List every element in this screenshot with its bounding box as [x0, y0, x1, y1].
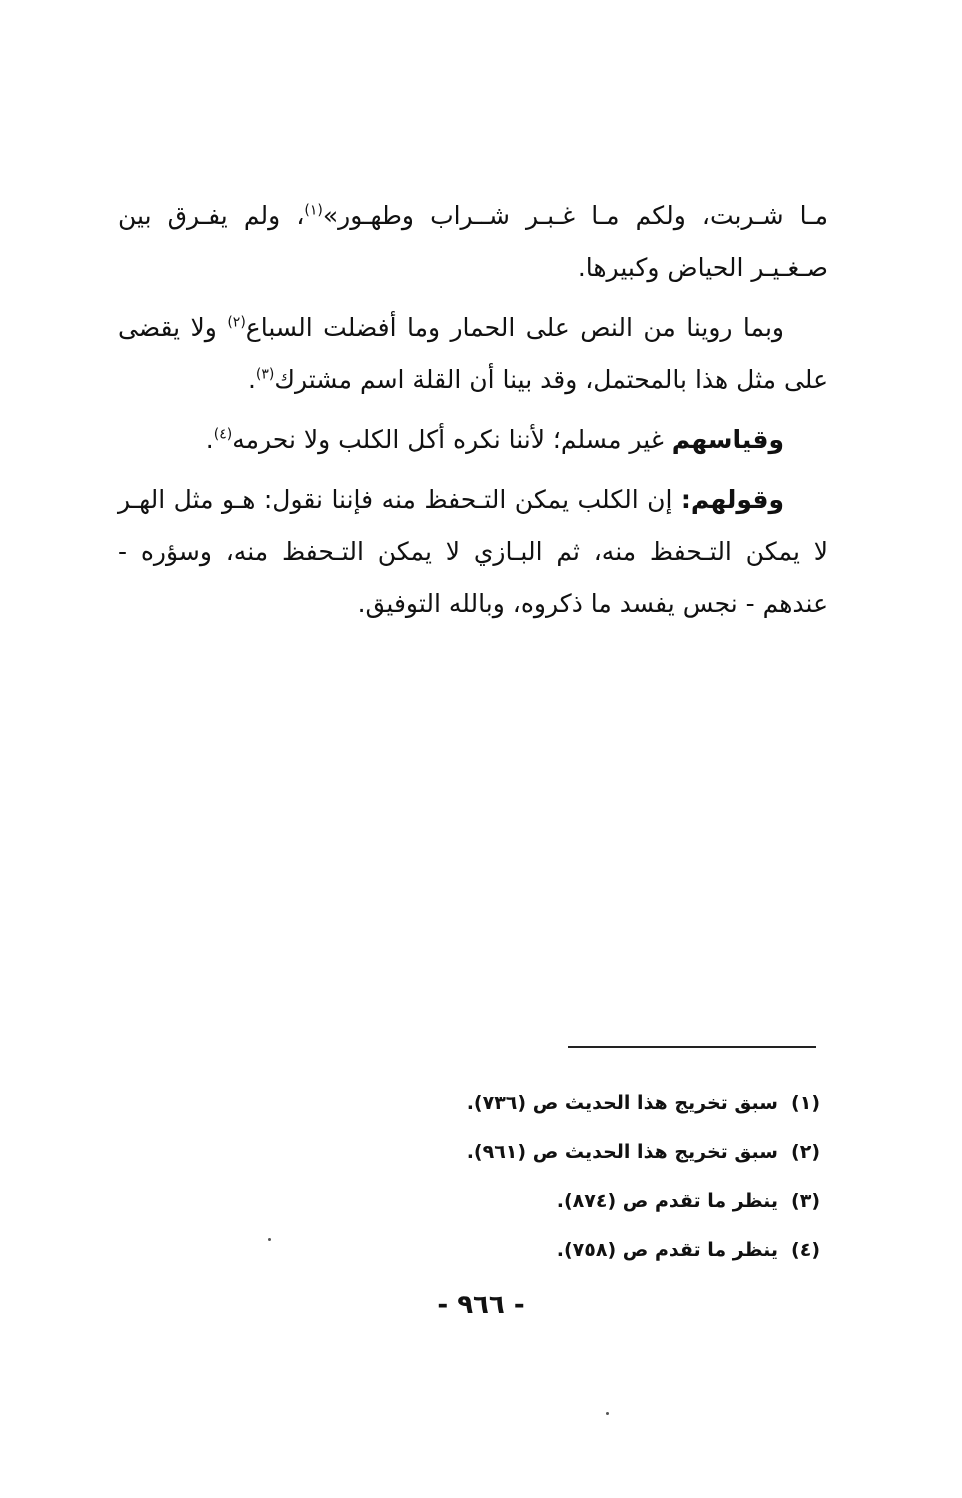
footnote-text: ينظر ما تقدم ص (٧٥٨). [556, 1238, 778, 1261]
footnote-ref-1: (١) [304, 202, 323, 219]
footnote-ref-4: (٤) [213, 426, 233, 443]
footnote-4 [430, 1225, 820, 1274]
text-segment: مـا شـربت، ولكم مـا غـبـر شــراب وطهـور» [322, 201, 829, 230]
lead-word: وقولهم: [680, 485, 784, 514]
paragraph-4 [118, 474, 828, 630]
scan-speck [606, 1412, 609, 1415]
paragraph-2 [118, 302, 828, 406]
paragraph-3 [118, 414, 828, 466]
text-segment: ، ولم يفـرق بين صـغـيـر الحياض وكبيرها. [118, 201, 828, 282]
text-segment: . [205, 425, 214, 454]
text-segment: . [247, 365, 256, 394]
footnote-text: سبق تخريج هذا الحديث ص (٩٦١). [466, 1140, 778, 1163]
paragraph-1 [118, 190, 828, 294]
scan-speck [268, 1238, 271, 1241]
footnote-text: سبق تخريج هذا الحديث ص (٧٣٦). [466, 1091, 778, 1114]
footnote-1 [430, 1078, 820, 1127]
text-segment: وبما روينا من النص على الحمار وما أفضلت السباع [245, 313, 784, 342]
footnote-number: (٣) [791, 1189, 820, 1212]
lead-word: وقياسهم [671, 425, 784, 454]
text-segment: إن الكلب يمكن التـحفظ منه فإننا نقول: هـو مثل الهـر لا يمكن التـحفظ منه، ثم البـازي لا يمكن التـحفظ منه، وسؤره - عندهم - نجس يفسد ما ذكروه، وبالله التوفيق. [118, 485, 828, 618]
footnote-2 [430, 1127, 820, 1176]
footnote-number: (٢) [791, 1140, 820, 1163]
page-number: - ٩٦٦ - [437, 1290, 525, 1320]
footnote-text: ينظر ما تقدم ص (٨٧٤). [556, 1189, 778, 1212]
text-segment: غير مسلم؛ لأننا نكره أكل الكلب ولا نحرمه [232, 425, 672, 454]
footnote-ref-2: (٢) [227, 314, 246, 331]
text-segment: ولا يقضى على مثل هذا بالمحتمل، وقد بينا أن القلة اسم مشترك [118, 313, 828, 394]
footnote-separator [568, 1046, 816, 1048]
footnote-3 [430, 1176, 820, 1225]
footnote-ref-3: (٣) [255, 366, 275, 383]
footnote-number: (١) [791, 1091, 820, 1114]
footnote-number: (٤) [791, 1238, 820, 1261]
footnotes [430, 1078, 820, 1274]
main-text [118, 190, 828, 638]
